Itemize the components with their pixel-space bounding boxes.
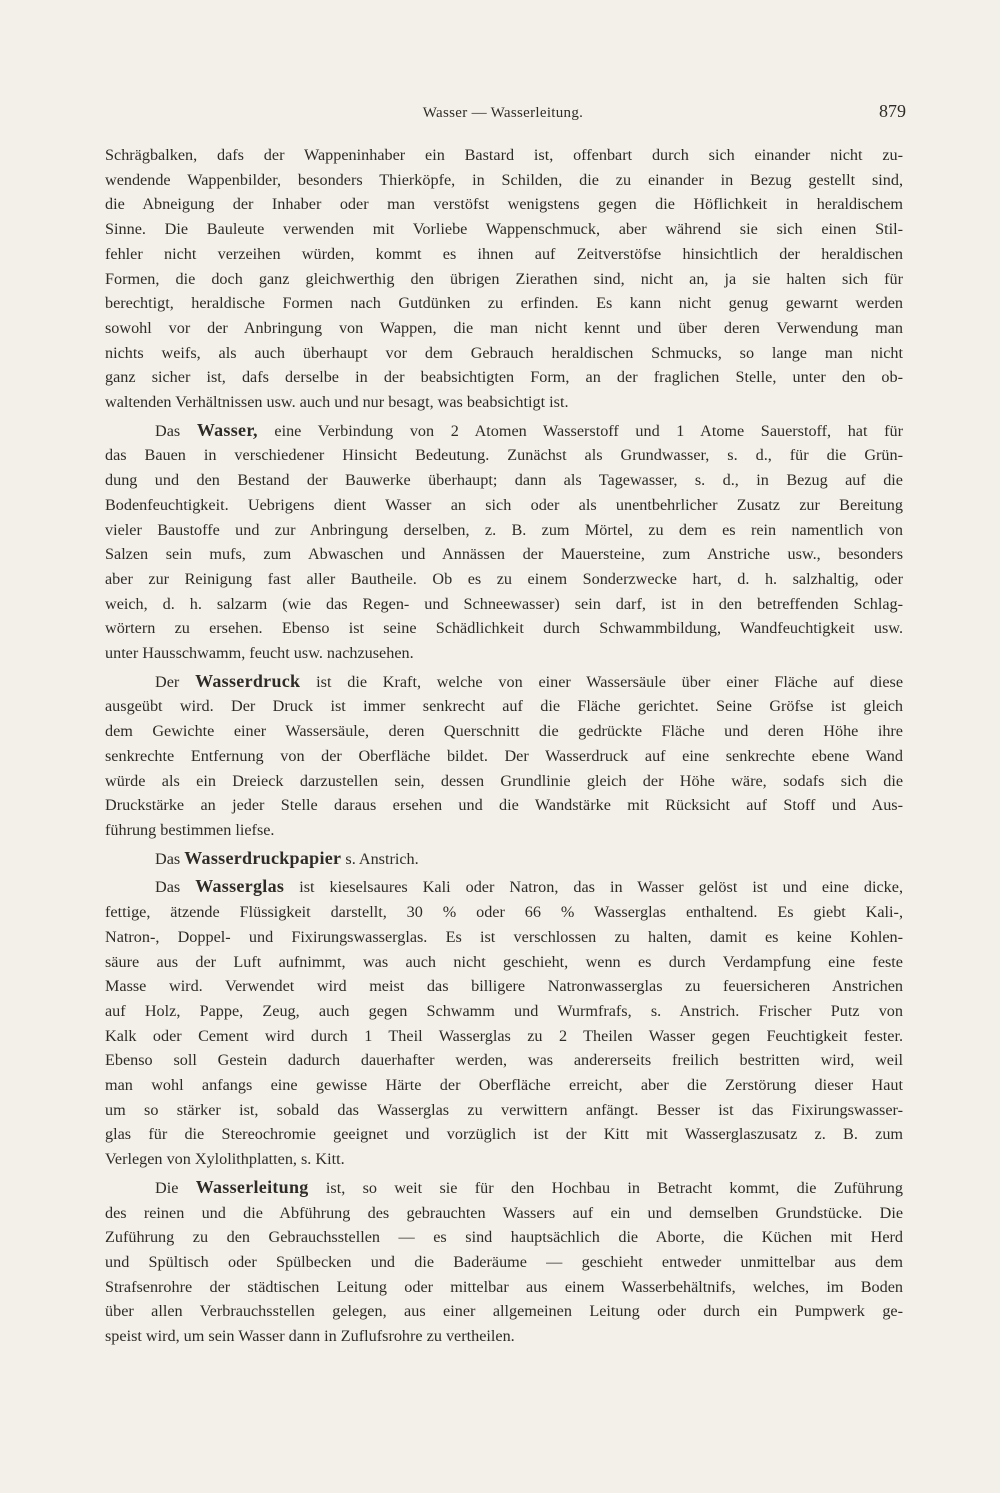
entry-term: Wasserleitung (195, 1176, 309, 1197)
text-line (105, 1175, 903, 1201)
text-line: weich, d. h. salzarm (wie das Regen- und Schneewasser) sein darf, ist in den betreffenden Schlag- (105, 594, 903, 613)
text-line: des reinen und die Abführung des gebrauchten Wassers auf ein und demselben Grundstücke. Die (105, 1203, 903, 1222)
paragraph-heraldik (105, 143, 903, 415)
text-line: fehler nicht verzeihen würden, kommt es ihnen auf Zeitverstöfse hinsichtlich der heraldischen (105, 244, 903, 263)
text-line: wendende Wappenbilder, besonders Thierköpfe, in Schilden, die zu einander in Bezug gestellt sind, (105, 170, 903, 189)
text-line: Natron-, Doppel- und Fixirungswasserglas. Es ist verschlossen zu halten, damit es keine Kohlen- (105, 927, 903, 946)
text-line: fettige, ätzende Flüssigkeit darstellt, 30 % oder 66 % Wasserglas enthaltend. Es giebt Kali-, (105, 903, 903, 922)
entry-term: Wasser, (196, 419, 258, 440)
body-text (105, 143, 903, 1349)
entry-text: ist die Kraft, welche von einer Wassersäule über einer Fläche auf diese (300, 672, 904, 691)
text-line: Salzen sein mufs, zum Abwaschen und Annässen der Mauersteine, zum Anstriche usw., besonders (105, 545, 903, 564)
text-line: ausgeübt wird. Der Druck ist immer senkrecht auf die Fläche gerichtet. Seine Gröfse ist gleich (105, 697, 903, 716)
text-line: Zuführung zu den Gebrauchsstellen — es sind hauptsächlich die Aborte, die Küchen mit Herd (105, 1228, 903, 1247)
text-line: die Abneigung der Inhaber oder man verstöfst wenigstens gegen die Höflichkeit in heraldischem (105, 195, 903, 214)
entry-term: Wasserdruckpapier (184, 847, 342, 868)
page-header (103, 101, 906, 131)
lead-word: Das (155, 878, 196, 897)
text-line: Formen, die doch ganz gleichwerthig den übrigen Zierathen sind, nicht an, ja sie halten sich für (105, 269, 903, 288)
entry-term: Wasserdruck (195, 670, 301, 691)
lead-word: Die (155, 1178, 196, 1197)
text-line: wörtern zu ersehen. Ebenso ist seine Schädlichkeit durch Schwammbildung, Wandfeuchtigkeit usw. (105, 619, 903, 638)
text-line: ganz sicher ist, dafs derselbe in der beabsichtigten Form, an der fraglichen Stelle, unter den ob- (105, 368, 903, 387)
text-line: Ebenso soll Gestein dadurch dauerhafter werden, was andererseits freilich bestritten wird, weil (105, 1051, 903, 1070)
text-line: dung und den Bestand der Bauwerke überhaupt; dann als Tagewasser, s. d., in Bezug auf die (105, 471, 903, 490)
entry-term: Wasserglas (195, 876, 285, 897)
entry-text: s. Anstrich. (341, 849, 419, 868)
text-line: würde als ein Dreieck darzustellen sein, dessen Grundlinie gleich der Höhe wäre, sodafs sich die (105, 771, 903, 790)
text-line: waltenden Verhältnissen usw. auch und nur besagt, was beabsichtigt ist. (105, 393, 569, 412)
text-line: vieler Baustoffe und zur Anbringung derselben, z. B. zum Mörtel, zu dem es rein namentlich von (105, 520, 903, 539)
paragraph-wasserglas (105, 874, 903, 1171)
text-line: und Spültisch oder Spülbecken und die Baderäume — geschieht entweder unmittelbar aus dem (105, 1252, 903, 1271)
text-line: Masse wird. Verwendet wird meist das billigere Natronwasserglas zu feuersicheren Anstrichen (105, 977, 903, 996)
text-line: das Bauen in verschiedener Hinsicht Bedeutung. Zunächst als Grundwasser, s. d., für die Grün- (105, 446, 903, 465)
text-line: dem Gewichte einer Wassersäule, deren Querschnitt die gedrückte Fläche und deren Höhe ihre (105, 722, 903, 741)
text-line: unter Hausschwamm, feucht usw. nachzusehen. (105, 644, 414, 663)
running-title: Wasser — Wasserleitung. (422, 105, 584, 121)
text-line: über allen Verbrauchsstellen gelegen, aus einer allgemeinen Leitung oder durch ein Pumpwerk ge- (105, 1302, 903, 1321)
text-line: Schrägbalken, dafs der Wappeninhaber ein Bastard ist, offenbart durch sich einander nicht zu- (105, 146, 903, 164)
text-line: säure aus der Luft aufnimmt, was auch nicht geschieht, wenn es durch Verdampfung eine feste (105, 952, 903, 971)
text-line (105, 846, 903, 872)
paragraph-wasserdruckpapier (105, 846, 903, 872)
text-line (105, 669, 903, 695)
text-line: Druckstärke an jeder Stelle daraus ersehen und die Wandstärke mit Rücksicht auf Stoff und Aus- (105, 796, 903, 815)
text-line: sowohl vor der Anbringung von Wappen, die man nicht kennt und über deren Verwendung man (105, 318, 903, 337)
text-line: speist wird, um sein Wasser dann in Zuflufsrohre zu vertheilen. (105, 1327, 515, 1346)
text-line: glas für die Stereochromie geeignet und vorzüglich ist der Kitt mit Wasserglaszusatz z. B. zum (105, 1125, 903, 1144)
text-line: führung bestimmen liefse. (105, 820, 275, 839)
paragraph-wasser (105, 418, 903, 666)
text-line: aber zur Reinigung fast aller Bautheile. Ob es zu einem Sonderzwecke hart, d. h. salzhaltig, oder (105, 569, 903, 588)
text-line (105, 418, 903, 444)
lead-word: Das (155, 421, 197, 440)
text-line: Strafsenrohre der städtischen Leitung oder mittelbar aus einem Wasserbehältnifs, welches, im Boden (105, 1277, 903, 1296)
text-line: auf Holz, Pappe, Zeug, auch gegen Schwamm und Wurmfrafs, s. Anstrich. Frischer Putz von (105, 1001, 903, 1020)
text-line: berechtigt, heraldische Formen nach Gutdünken zu erfinden. Es kann nicht genug gewarnt werden (105, 294, 903, 313)
paragraph-wasserleitung (105, 1175, 903, 1349)
text-line: man wohl anfangs eine gewisse Härte der Oberfläche erreicht, aber die Zerstörung dieser Haut (105, 1076, 903, 1095)
text-line: Verlegen von Xylolithplatten, s. Kitt. (105, 1150, 345, 1169)
lead-word: Der (155, 672, 196, 691)
lead-word: Das (155, 849, 185, 868)
page-number: 879 (879, 101, 906, 121)
entry-text: ist, so weit sie für den Hochbau in Betracht kommt, die Zuführung (308, 1178, 903, 1197)
entry-text: ist kieselsaures Kali oder Natron, das in Wasser gelöst ist und eine dicke, (284, 878, 903, 897)
text-line: senkrechte Entfernung von der Oberfläche bildet. Der Wasserdruck auf eine senkrechte ebene Wand (105, 746, 903, 765)
text-line: nichts weifs, als auch überhaupt vor dem Gebrauch heraldischen Schmucks, so lange man nicht (105, 343, 903, 362)
text-line: Kalk oder Cement wird durch 1 Theil Wasserglas zu 2 Theilen Wasser gegen Feuchtigkeit fester. (105, 1026, 903, 1045)
paragraph-wasserdruck (105, 669, 903, 843)
text-line: um so stärker ist, sobald das Wasserglas zu verwittern anfängt. Besser ist das Fixirungswasser- (105, 1100, 903, 1119)
entry-text: eine Verbindung von 2 Atomen Wasserstoff und 1 Atome Sauerstoff, hat für (257, 421, 903, 440)
text-line (105, 874, 903, 900)
text-line: Bodenfeuchtigkeit. Uebrigens dient Wasser an sich oder als unentbehrlicher Zusatz zur Bereitung (105, 495, 903, 514)
text-line: Sinne. Die Bauleute verwenden mit Vorliebe Wappenschmuck, aber während sie sich einen Stil- (105, 220, 903, 239)
